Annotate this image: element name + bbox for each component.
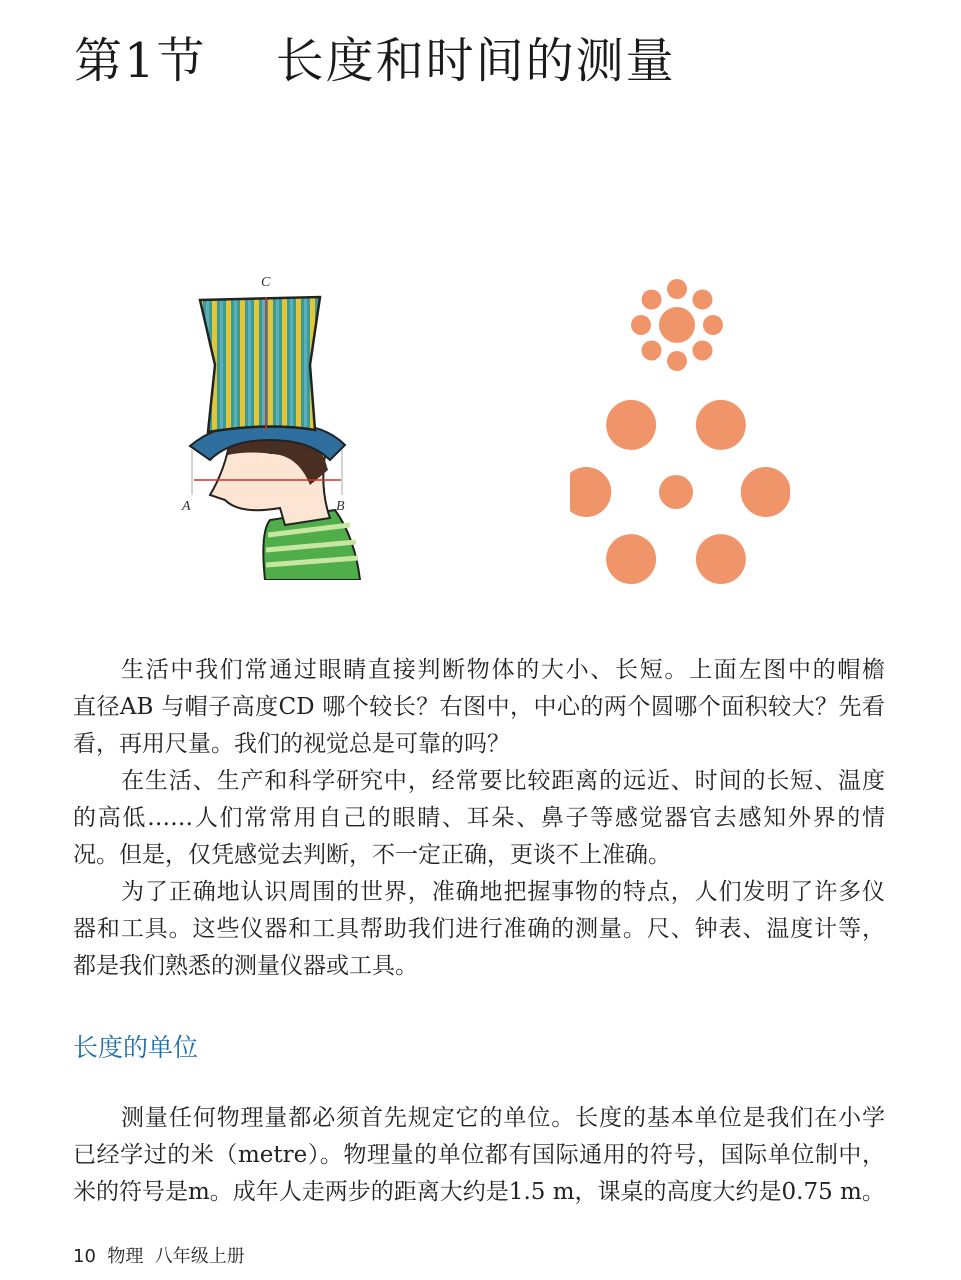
section-heading: 长度的单位: [73, 1033, 199, 1062]
surround-circle-small: [667, 351, 687, 371]
surround-circle-large: [696, 534, 746, 584]
page-title: 第1节 长度和时间的测量: [74, 33, 676, 89]
surround-circle-small: [642, 340, 662, 360]
text-line: 为了正确地认识周围的世界，准确地把握事物的特点，人们发明了许多仪: [121, 879, 885, 905]
text-line: 况。但是，仅凭感觉去判断，不一定正确，更谈不上准确。: [73, 842, 671, 868]
surround-circle-large: [696, 400, 746, 450]
text-line: 都是我们熟悉的测量仪器或工具。: [73, 953, 418, 979]
section-paragraph: [73, 1100, 885, 1211]
surround-circle-large: [570, 467, 611, 517]
surround-circle-small: [692, 290, 712, 310]
ebbinghaus-illusion-figure: [570, 270, 790, 590]
page-footer: 10 物理 八年级上册: [73, 1246, 245, 1267]
surround-circle-small: [642, 290, 662, 310]
intro-paragraphs: [73, 652, 885, 985]
hat-illusion-figure: [170, 270, 370, 580]
text-line: 已经学过的米（metre）。物理量的单位都有国际通用的符号，国际单位制中，: [73, 1142, 885, 1168]
text-line: 直径AB 与帽子高度CD 哪个较长？右图中，中心的两个圆哪个面积较大？先看: [73, 694, 885, 720]
surround-circle-large: [741, 467, 790, 517]
text-line: 在生活、生产和科学研究中，经常要比较距离的远近、时间的长短、温度: [121, 768, 885, 794]
paragraph: [73, 763, 885, 874]
paragraph: [73, 652, 885, 763]
paragraph: [73, 874, 885, 985]
hat-crown: [200, 297, 320, 432]
text-line: 看，再用尺量。我们的视觉总是可靠的吗？: [73, 731, 510, 757]
surround-circle-large: [606, 534, 656, 584]
label-d: D: [269, 443, 280, 458]
text-line: 测量任何物理量都必须首先规定它的单位。长度的基本单位是我们在小学: [121, 1105, 885, 1131]
text-line: 生活中我们常通过眼睛直接判断物体的大小、长短。上面左图中的帽檐: [121, 657, 885, 683]
label-a: A: [182, 499, 191, 514]
surround-circle-small: [631, 315, 651, 335]
label-b: B: [336, 499, 345, 514]
label-c: C: [261, 275, 271, 290]
text-line: 的高低……人们常常用自己的眼睛、耳朵、鼻子等感觉器官去感知外界的情: [73, 805, 885, 831]
surround-circle-large: [606, 400, 656, 450]
text-line: 器和工具。这些仪器和工具帮助我们进行准确的测量。尺、钟表、温度计等，: [73, 916, 885, 942]
surround-circle-small: [703, 315, 723, 335]
center-circle-small-context: [659, 307, 695, 343]
surround-circle-small: [667, 279, 687, 299]
text-line: 米的符号是m。成年人走两步的距离大约是1.5 m，课桌的高度大约是0.75 m。: [73, 1179, 885, 1205]
center-circle-large-context: [659, 475, 693, 509]
surround-circle-small: [692, 340, 712, 360]
